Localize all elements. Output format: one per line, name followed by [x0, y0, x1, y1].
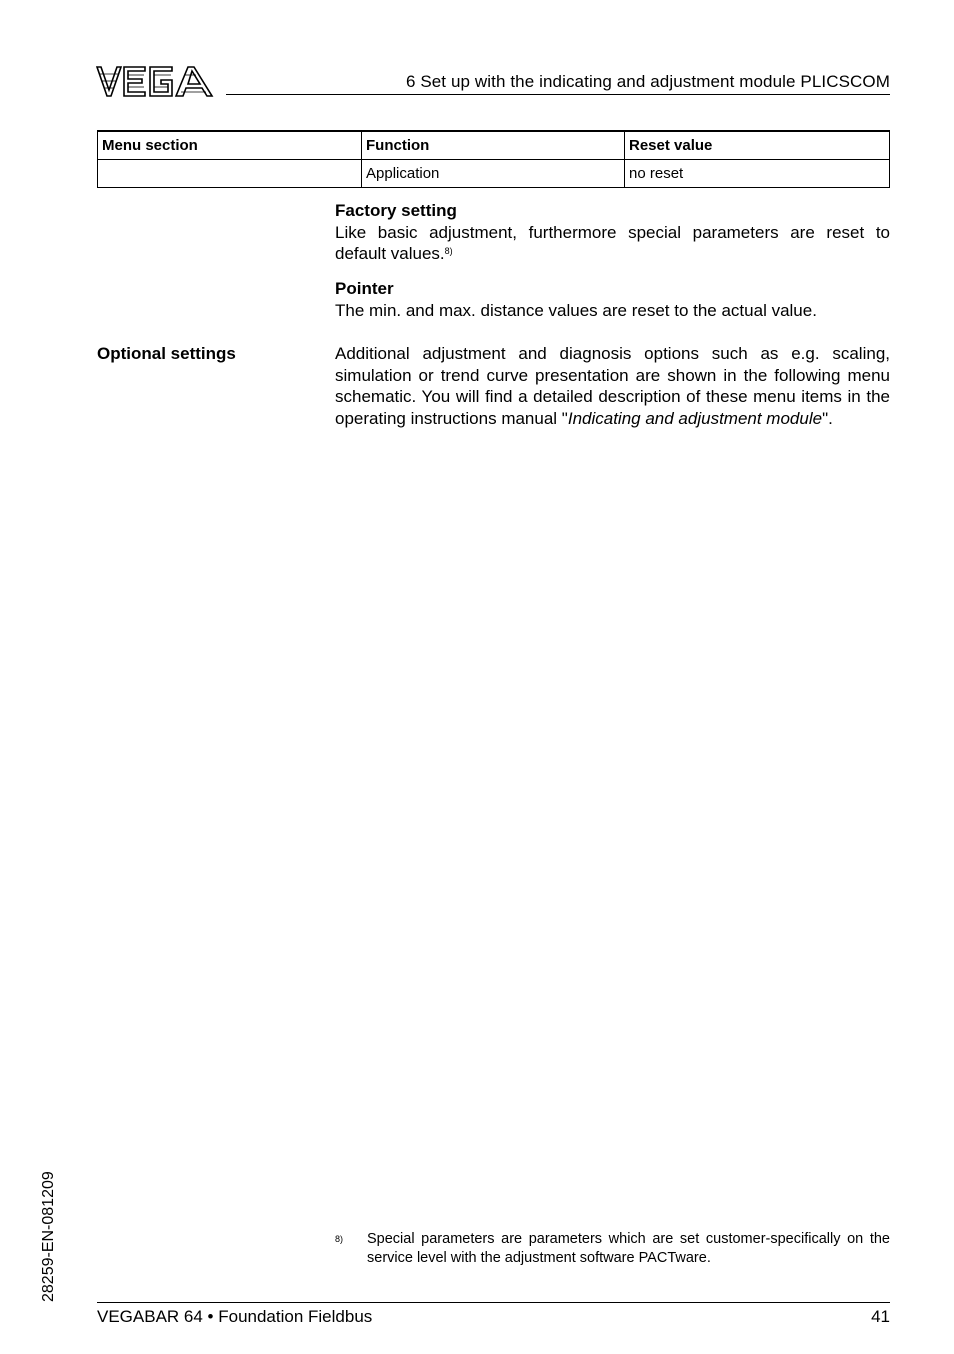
optional-settings-label: Optional settings — [97, 344, 236, 363]
table-cell: Application — [362, 160, 625, 188]
factory-setting-text — [335, 222, 890, 265]
table-header-cell: Function — [362, 131, 625, 160]
footnote — [335, 1230, 890, 1268]
manual-title: Indicating and adjustment module — [567, 408, 823, 428]
table-header-cell: Menu section — [98, 131, 362, 160]
table-header-row — [98, 131, 890, 160]
footnote-text: Special parameters are parameters which are set customer-specifically on the service level with the adjustment software PACTware. — [367, 1231, 890, 1266]
document-code: 28259-EN-081209 — [40, 1171, 57, 1302]
footnote-reference: 8) — [444, 246, 453, 256]
footer-product-name: VEGABAR 64 • Foundation Fieldbus — [97, 1307, 373, 1326]
factory-setting-section — [335, 200, 890, 265]
footnote-number: 8) — [335, 1234, 344, 1244]
optional-text-start: Additional adjustment and diagnosis options such as e.g. scaling, simulation or trend curve presentation are shown in the following menu schematic. You will find a detailed description of these menu items in the operating instructions manual " — [335, 344, 890, 428]
header-rule — [226, 94, 890, 95]
pointer-text: The min. and max. distance values are reset to the actual value. — [335, 300, 817, 320]
optional-text-end: ". — [822, 408, 833, 428]
optional-settings-text — [335, 343, 890, 429]
page-header-title: 6 Set up with the indicating and adjustment module PLICSCOM — [405, 72, 890, 91]
pointer-heading: Pointer — [335, 279, 394, 298]
table-row — [98, 160, 890, 188]
vega-logo — [96, 65, 214, 98]
factory-setting-body: Like basic adjustment, furthermore special parameters are reset to default values. — [335, 222, 890, 263]
reset-table — [97, 130, 890, 188]
pointer-section — [335, 278, 890, 321]
footer-rule — [97, 1302, 890, 1303]
table-cell: no reset — [625, 160, 890, 188]
table-cell — [98, 160, 362, 188]
factory-setting-heading: Factory setting — [335, 201, 457, 220]
page-number: 41 — [871, 1307, 890, 1326]
table-header-cell: Reset value — [625, 131, 890, 160]
